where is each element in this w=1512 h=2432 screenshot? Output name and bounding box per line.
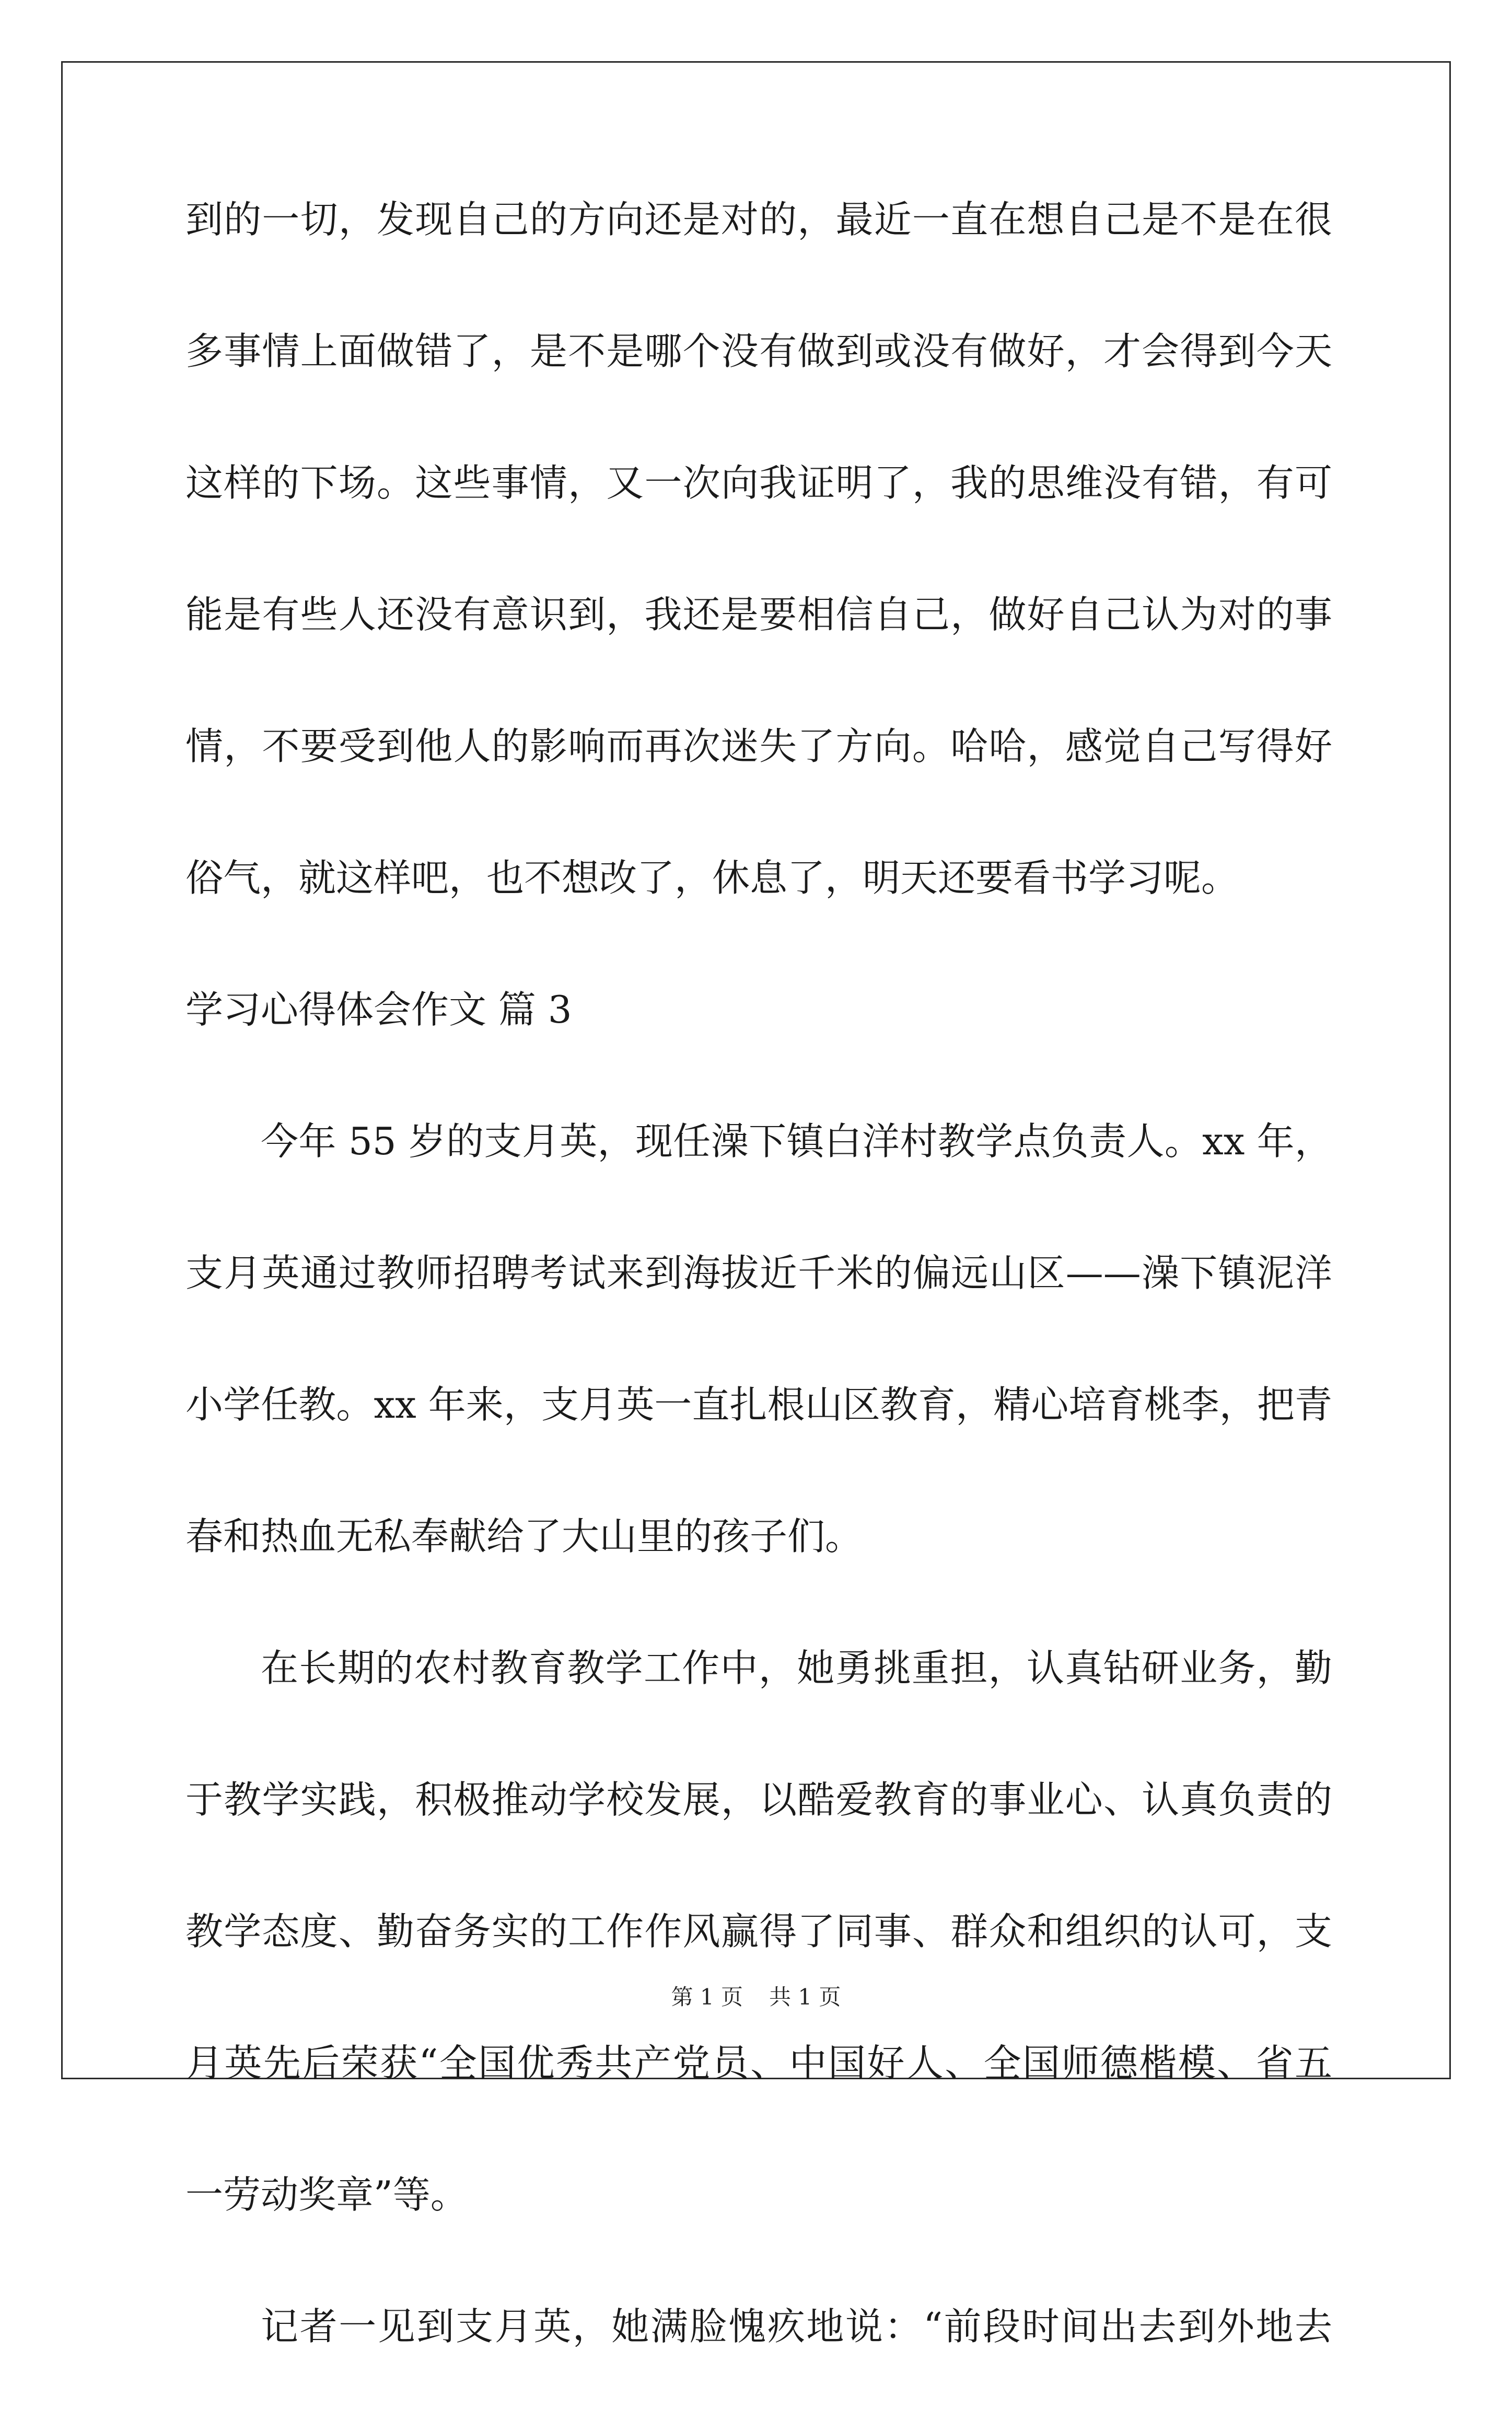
paragraph-line: 春和热血无私奉献给了大山里的孩子们。 xyxy=(185,1514,863,1558)
paragraph-line: 俗气，就这样吧，也不想改了，休息了，明天还要看书学习呢。 xyxy=(185,856,1239,900)
paragraph-line: 支月英通过教师招聘考试来到海拔近千米的偏远山区——澡下镇泥洋 xyxy=(185,1251,1332,1295)
document-body xyxy=(185,193,1332,2432)
paragraph-line: 能是有些人还没有意识到，我还是要相信自己，做好自己认为对的事 xyxy=(185,593,1332,636)
paragraph-line: 到的一切，发现自己的方向还是对的，最近一直在想自己是不是在很 xyxy=(185,198,1332,241)
page-total: 共 1 页 xyxy=(769,1984,841,2010)
paragraph-line: 今年 55 岁的支月英，现任澡下镇白洋村教学点负责人。xx 年， xyxy=(261,1119,1332,1163)
page-footer xyxy=(0,1982,1512,2013)
paragraph-line: 一劳动奖章”等。 xyxy=(185,2173,468,2217)
paragraph-line: 记者一见到支月英，她满脸愧疚地说：“前段时间出去到外地去 xyxy=(261,2304,1332,2348)
paragraph-line: 多事情上面做错了，是不是哪个没有做到或没有做好，才会得到今天 xyxy=(185,329,1332,373)
paragraph-line: 教学态度、勤奋务实的工作作风赢得了同事、群众和组织的认可，支 xyxy=(185,1909,1332,1953)
section-heading: 学习心得体会作文 篇 3 xyxy=(185,988,572,1032)
paragraph-line: 情，不要受到他人的影响而再次迷失了方向。哈哈，感觉自己写得好 xyxy=(185,724,1332,768)
paragraph-line: 小学任教。xx 年来，支月英一直扎根山区教育，精心培育桃李，把青 xyxy=(185,1383,1332,1427)
paragraph-line: 这样的下场。这些事情，又一次向我证明了，我的思维没有错，有可 xyxy=(185,461,1332,505)
paragraph-line: 在长期的农村教育教学工作中，她勇挑重担，认真钻研业务，勤 xyxy=(261,1646,1332,1690)
page-number: 第 1 页 xyxy=(671,1984,743,2010)
paragraph-line: 于教学实践，积极推动学校发展，以酷爱教育的事业心、认真负责的 xyxy=(185,1778,1332,1822)
paragraph-line: 月英先后荣获“全国优秀共产党员、中国好人、全国师德楷模、省五 xyxy=(185,2041,1332,2085)
